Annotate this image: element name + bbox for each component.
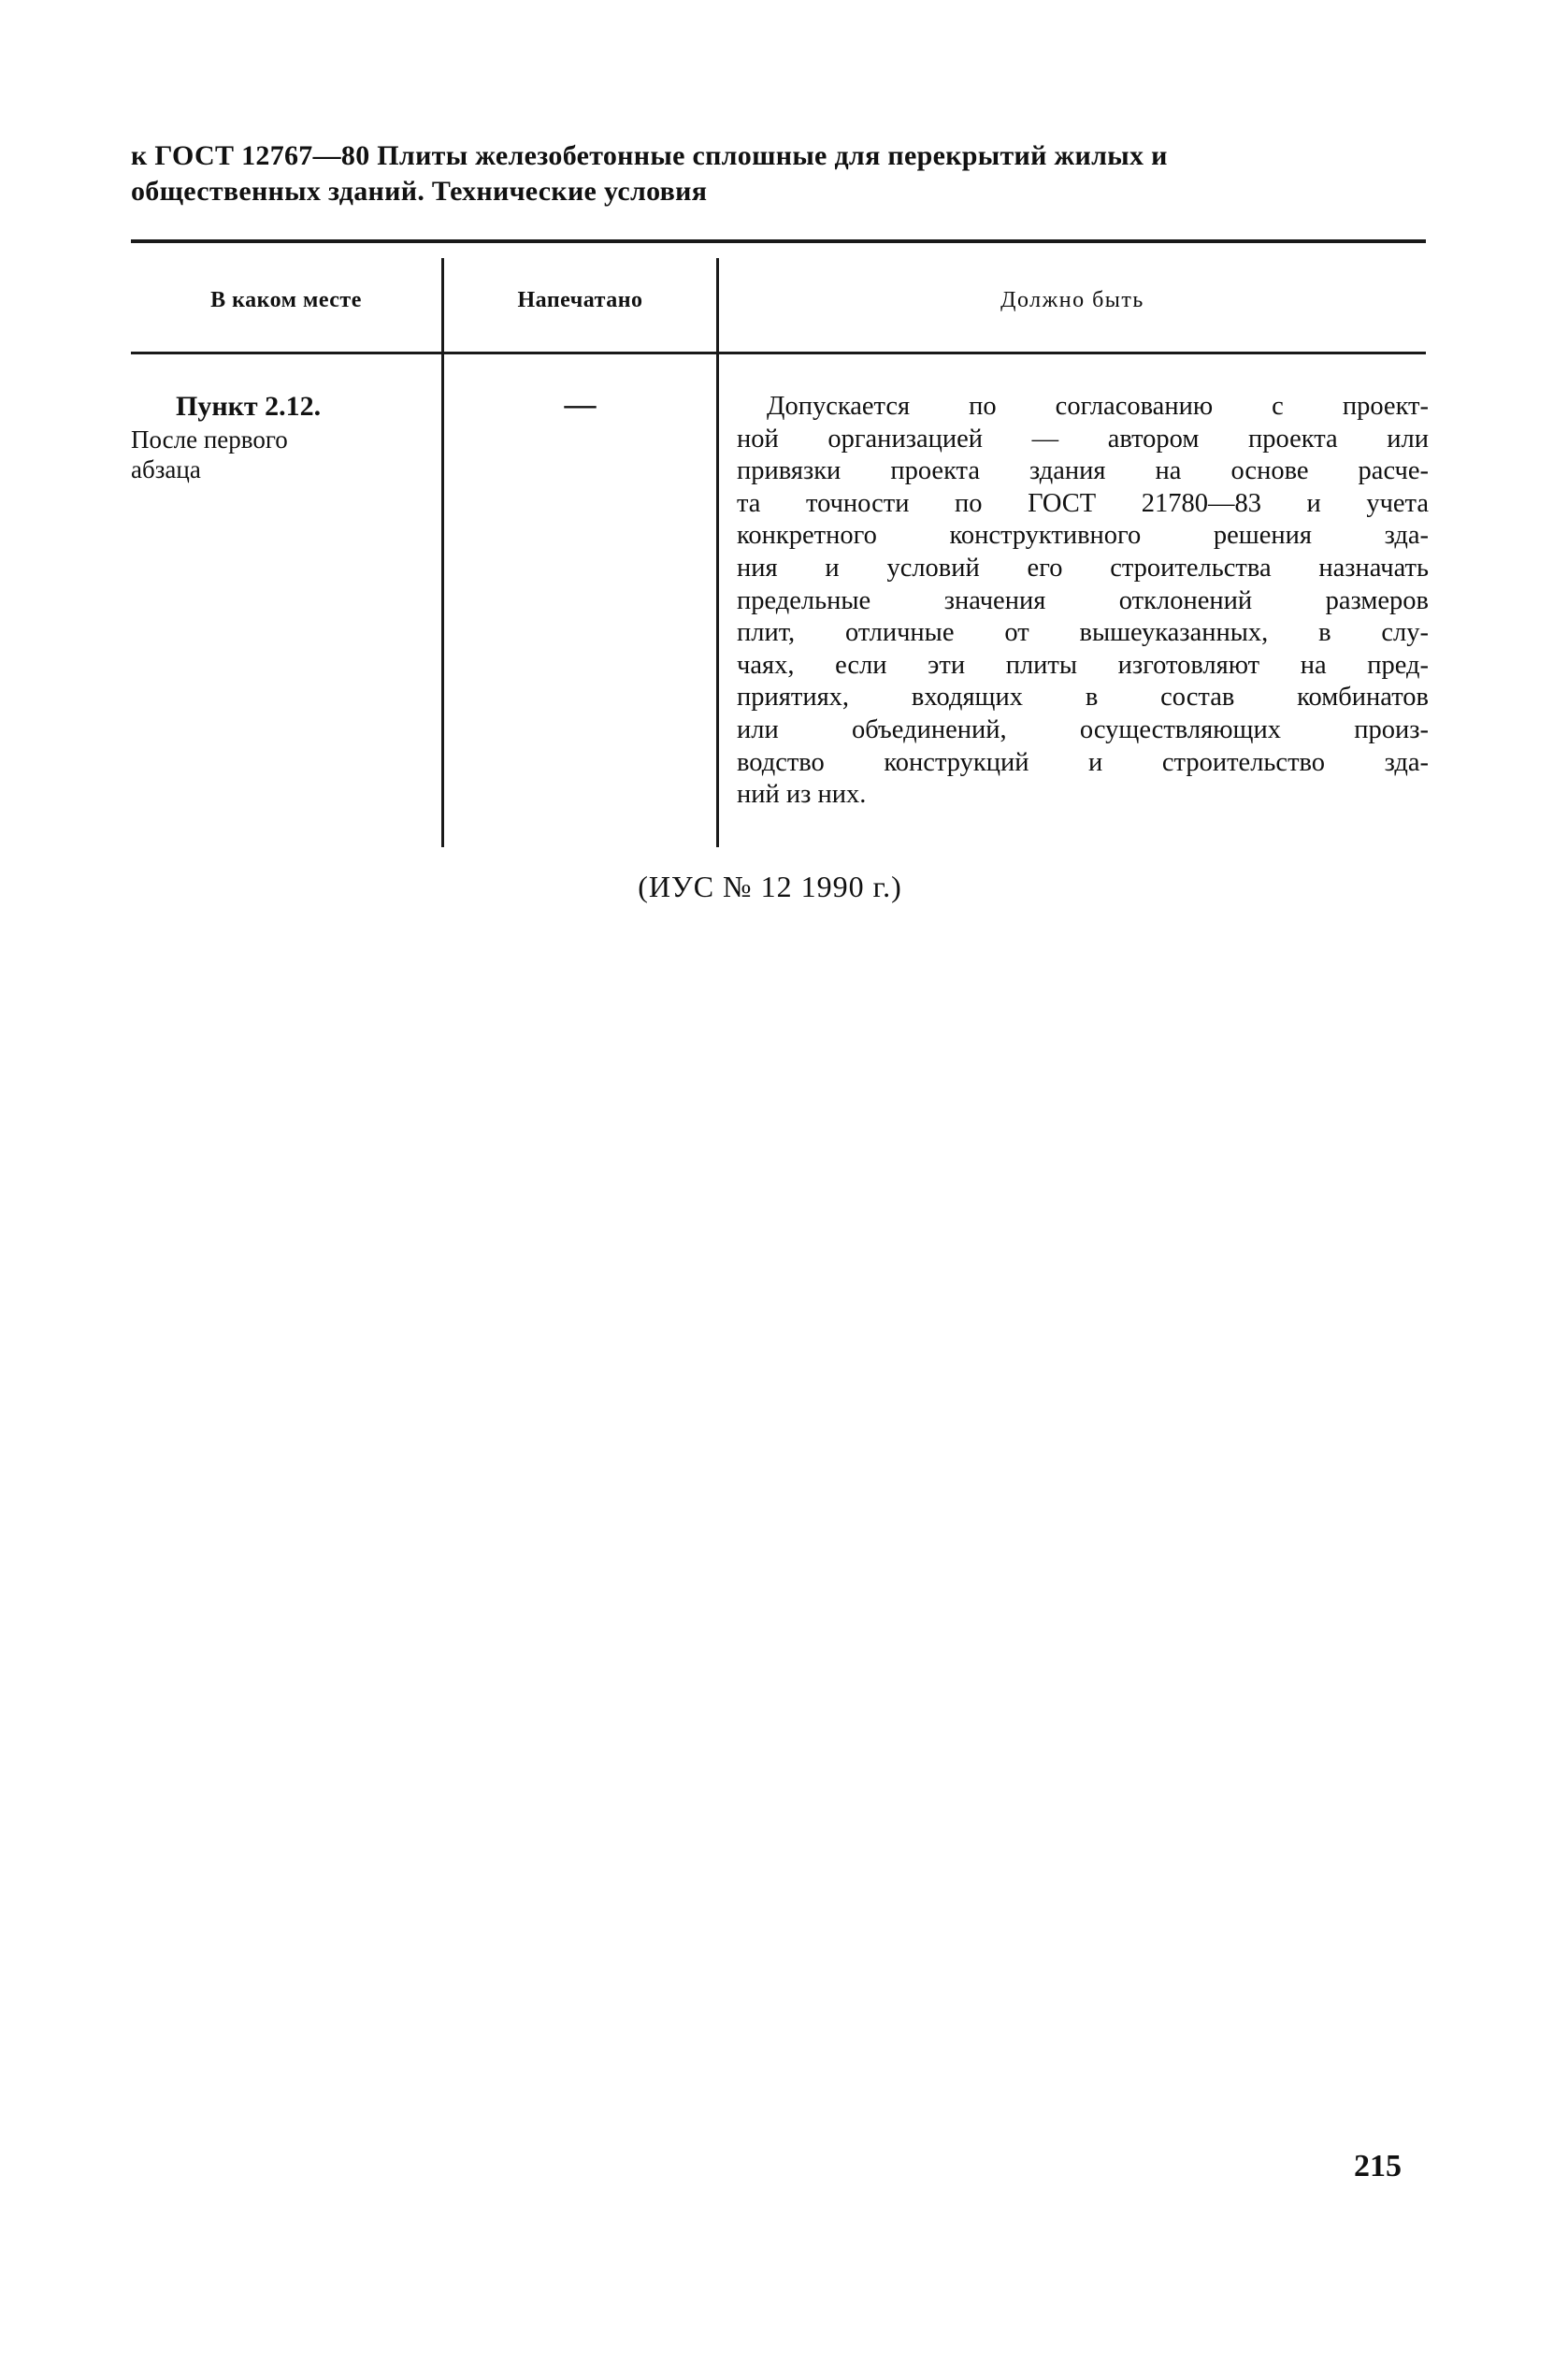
table-header-rule <box>131 352 1426 354</box>
should-line: или объединений, осуществляющих произ- <box>737 714 1429 744</box>
place-line-3: абзаца <box>131 455 201 483</box>
place-line-2: После первого <box>131 425 288 454</box>
should-line: ний из них. <box>737 780 867 810</box>
cell-should-be <box>737 391 1429 812</box>
source-footnote-text: (ИУС № 12 1990 г.) <box>638 870 902 903</box>
cell-printed: — <box>564 387 597 422</box>
header-line-2: общественных зданий. Технические условия <box>131 176 708 207</box>
place-line-1: Пункт 2.12. <box>176 391 322 422</box>
header-line-1: к ГОСТ 12767—80 Плиты железобетонные сплошные для перекрытий жилых и <box>131 140 1168 171</box>
should-line: плит, отличные от вышеуказанных, в слу- <box>737 618 1429 648</box>
should-line: конкретного конструктивного решения зда- <box>737 521 1429 551</box>
table-top-rule <box>131 239 1426 243</box>
amendment-header <box>131 138 1431 209</box>
column-header-printed: Напечатано <box>517 288 643 312</box>
should-line: ния и условий его строительства назначать <box>737 553 1429 583</box>
should-line: чаях, если эти плиты изготовляют на пред- <box>737 650 1429 680</box>
should-line: привязки проекта здания на основе расче- <box>737 456 1429 486</box>
should-line: предельные значения отклонений размеров <box>737 585 1429 615</box>
column-divider-1 <box>441 258 444 847</box>
page-number: 215 <box>1354 2149 1402 2183</box>
column-header-place: В каком месте <box>210 288 362 312</box>
should-line: водство конструкций и строительство зда- <box>737 747 1429 777</box>
should-line: приятиях, входящих в состав комбинатов <box>737 683 1429 713</box>
cell-place <box>131 389 439 484</box>
source-footnote <box>0 870 1568 904</box>
should-line: Допускается по согласованию с проект- <box>767 392 1429 421</box>
column-header-should-be: Должно быть <box>1000 288 1144 312</box>
should-line: та точности по ГОСТ 21780—83 и учета <box>737 488 1429 518</box>
column-divider-2 <box>716 258 719 847</box>
should-line: ной организацией — автором проекта или <box>737 424 1429 454</box>
